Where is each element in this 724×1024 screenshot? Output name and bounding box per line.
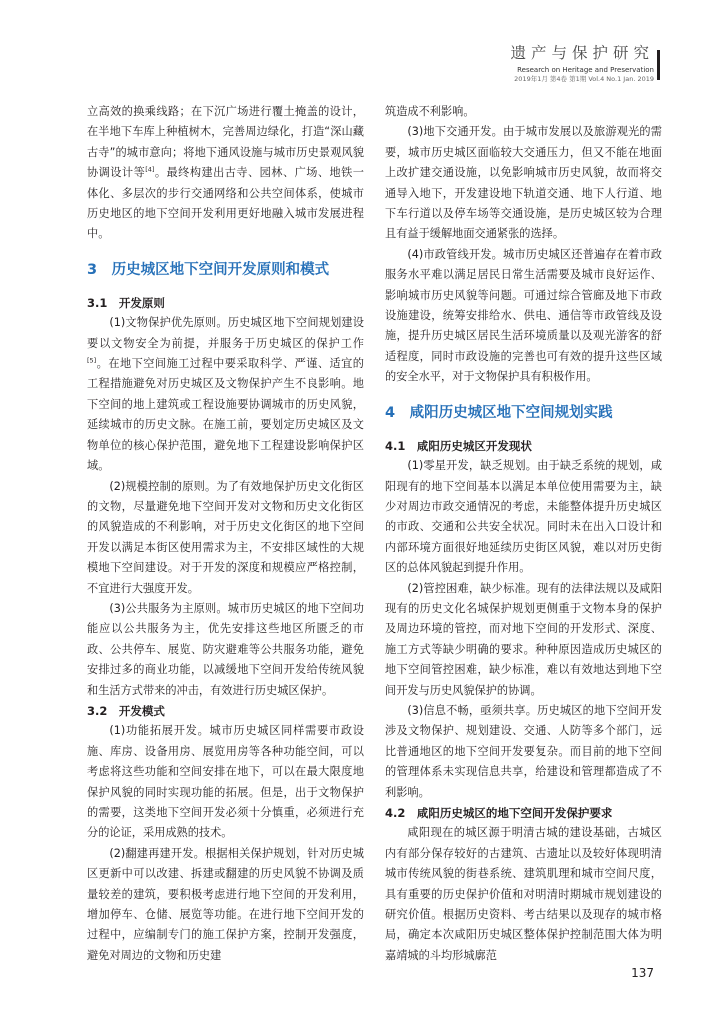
left-column bbox=[87, 102, 364, 966]
section-3-heading: 3 历史城区地下空间开发原则和模式 bbox=[87, 261, 330, 278]
journal-issue-line: 2019年1月 第4卷 第1期 Vol.4 No.1 Jan. 2019 bbox=[514, 75, 654, 83]
journal-title-cn: 遗产与保护研究 bbox=[510, 44, 654, 62]
header-accent-bar bbox=[657, 50, 660, 80]
paragraph-4-1-c: (3)信息不畅，亟须共享。历史城区的地下空间开发涉及文物保护、规划建设、交通、人防等多个部门，远比普通地区的地下空间开发要复杂。而目前的地下空间的管理体系未实现信息共享，给建设和管理都造成了不利影响。 bbox=[385, 703, 662, 799]
paragraph-continued: 筑造成不利影响。 bbox=[385, 105, 475, 118]
paragraph-3-2-b: (2)翻建再建开发。根据相关保护规划，针对历史城区更新中可以改建、拆建或翻建的历史风貌不协调及质量较差的建筑，要积极考虑进行地下空间的开发利用，增加停车、仓储、展览等功能。在进行地下空间开发的过程中，应编制专门的施工保护方案，控制开发强度，避免对周边的文物和历史建 bbox=[87, 846, 364, 962]
subsection-4-2-heading: 4.2 咸阳历史城区的地下空间开发保护要求 bbox=[385, 806, 613, 820]
journal-title-en: Research on Heritage and Preservation bbox=[517, 66, 654, 74]
paragraph-3-2-c: (3)地下交通开发。由于城市发展以及旅游观光的需要，城市历史城区面临较大交通压力，但又不能在地面上改扩建交通设施，以免影响城市历史风貌，故而将交通导入地下，开发建设地下轨道交通、地下人行道、地下车行道以及停车场等交通设施，是历史城区较为合理且有益于缓解地面交通紧张的选择。 bbox=[385, 125, 662, 241]
paragraph-3-1-c: (3)公共服务为主原则。城市历史城区的地下空间功能应以公共服务为主，优先安排这些地区所匮乏的市政、公共停车、展览、防灾避难等公共服务功能，避免安排过多的商业功能，以减缓地下空间开发给传统风貌和生活方式带来的冲击，有效进行历史城区保护。 bbox=[87, 601, 364, 697]
paragraph-continued: 立高效的换乘线路；在下沉广场进行覆土掩盖的设计，在半地下车库上种植树木，完善周边绿化，打造“深山藏古寺”的城市意向；将地下通风设施与城市历史景观风貌协调设计等[4]。最终构建出古寺、园林、广场、地铁一体化、多层次的步行交通网络和公共空间体系，使城市历史地区的地下空间开发利用更好地融入城市发展进程中。 bbox=[87, 105, 364, 241]
subsection-4-1-heading: 4.1 咸阳历史城区开发现状 bbox=[385, 438, 532, 453]
citation-ref: [5] bbox=[87, 356, 97, 365]
section-4-heading: 4 咸阳历史城区地下空间规划实践 bbox=[385, 404, 613, 421]
paragraph-3-2-d: (4)市政管线开发。城市历史城区还普遍存在着市政服务水平难以满足居民日常生活需要及城市良好运作、影响城市历史风貌等问题。可通过综合管廊及地下市政设施建设，统筹安排给水、供电、通信等市政管线及设施，提升历史城区居民生活环境质量以及观光游客的舒适程度，同时市政设施的完善也可有效的提升这些区域的安全水平，对于文物保护具有积极作用。 bbox=[385, 247, 662, 384]
right-column bbox=[385, 102, 662, 966]
subsection-3-1-heading: 3.1 开发原则 bbox=[87, 295, 165, 310]
journal-header bbox=[414, 44, 654, 84]
paragraph-4-1-b: (2)管控困难，缺少标准。现有的法律法规以及咸阳现有的历史文化名城保护规划更侧重于文物本身的保护及周边环境的管控，而对地下空间的开发形式、深度、施工方式等缺少明确的要求。种种原因造成历史城区的地下空间管控困难，缺少标准，难以有效地达到地下空间开发与历史风貌保护的协调。 bbox=[385, 581, 662, 697]
citation-ref: [4] bbox=[145, 165, 155, 174]
paragraph-3-1-a: (1)文物保护优先原则。历史城区地下空间规划建设要以文物安全为前提，并服务于历史城区的保护工作[5]。在地下空间施工过程中要采取科学、严谨、适宜的工程措施避免对历史城区及文物保护产生不良影响。地下空间的地上建筑或工程设施要协调城市的历史风貌，延续城市的历史文脉。在施工前，要划定历史城区及文物单位的核心保护范围，避免地下工程建设影响保护区域。 bbox=[87, 316, 364, 473]
paragraph-3-2-a: (1)功能拓展开发。城市历史城区同样需要市政设施、库房、设备用房、展览用房等各种功能空间，可以考虑将这些功能和空间安排在地下，可以在最大限度地保护风貌的同时实现功能的拓展。但是，出于文物保护的需要，这类地下空间开发必须十分慎重，必须进行充分的论证，采用成熟的技术。 bbox=[87, 724, 364, 840]
paragraph-3-1-b: (2)规模控制的原则。为了有效地保护历史文化街区的文物，尽量避免地下空间开发对文物和历史文化街区的风貌造成的不利影响，对于历史文化街区的地下空间开发以满足本街区使用需求为主，不安排区域性的大规模地下空间建设。对于开发的深度和规模应严格控制，不宜进行大强度开发。 bbox=[87, 479, 364, 595]
subsection-3-2-heading: 3.2 开发模式 bbox=[87, 703, 165, 718]
paragraph-4-2: 咸阳现在的城区源于明清古城的建设基础，古城区内有部分保存较好的古建筑、古遗址以及较好体现明清城市传统风貌的街巷系统、建筑肌理和城市空间尺度，具有重要的历史保护价值和对明清时期城市规划建设的研究价值。根据历史资料、考古结果以及现存的城市格局，确定本次咸阳历史城区整体保护控制范围大体为明嘉靖城的斗均形城廓范 bbox=[385, 826, 662, 962]
paragraph-4-1-a: (1)零星开发，缺乏规划。由于缺乏系统的规划，咸阳现有的地下空间基本以满足本单位使用需要为主，缺少对周边市政交通情况的考虑，未能整体提升历史城区的市政、交通和公共安全状况。同时未在出入口设计和内部环境方面很好地延续历史街区风貌，难以对历史街区的总体风貌起到提升作用。 bbox=[385, 459, 662, 575]
page-number: 137 bbox=[631, 966, 654, 980]
